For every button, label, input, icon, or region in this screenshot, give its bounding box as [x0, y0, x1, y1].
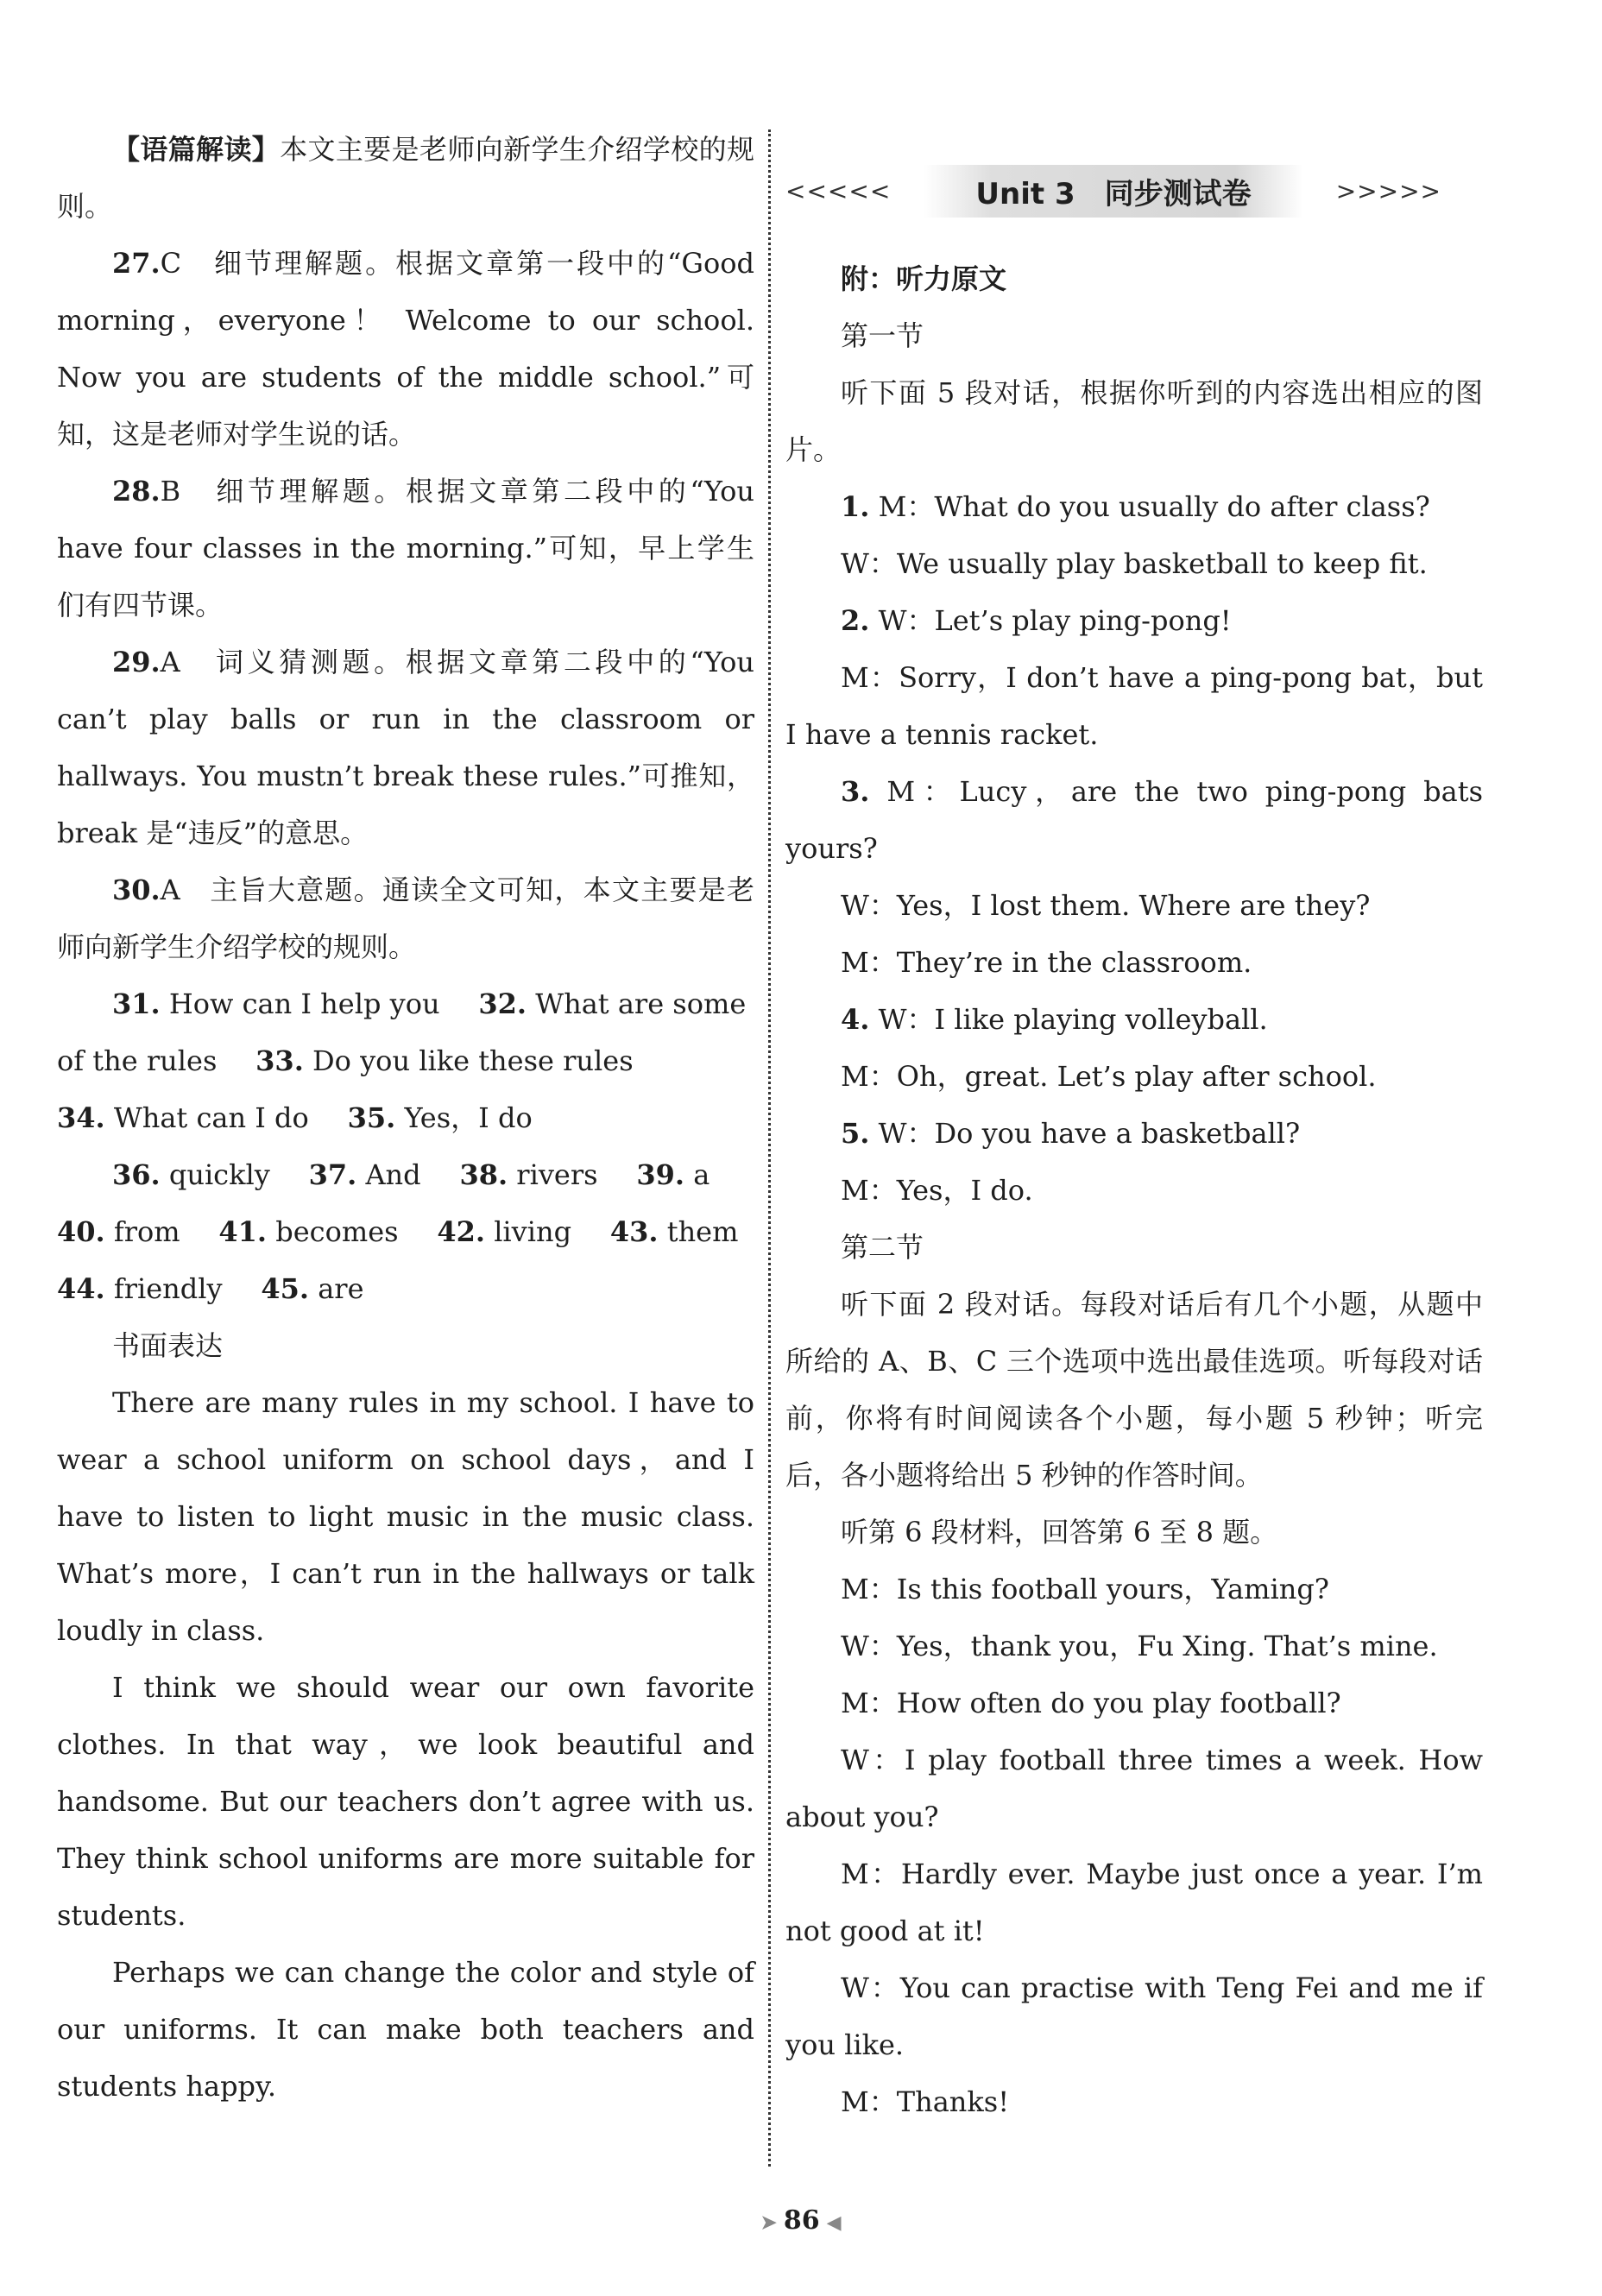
- dialogue-line: M：They’re in the classroom.: [841, 946, 1252, 979]
- answer-number: 34.: [57, 1101, 105, 1134]
- answer-text: living: [494, 1215, 572, 1248]
- answer-text: friendly: [113, 1272, 223, 1305]
- dialogue-line: W：I like playing volleyball.: [878, 1003, 1268, 1036]
- essay-paragraph-2: I think we should wear our own favorite clothes. In that way，we look beautiful and handsome. But our teachers don’t agree with us. They think school uniforms are more suitable for students.: [57, 1671, 754, 1932]
- intro-tag: 【语篇解读】: [112, 133, 281, 166]
- dialogue-number: 2.: [841, 604, 870, 637]
- answer-text: from: [113, 1215, 180, 1248]
- dialogue-3: [785, 763, 1483, 877]
- right-column: [785, 250, 1483, 2130]
- dialogue-number: 4.: [841, 1003, 870, 1036]
- answer-number: 41.: [218, 1215, 268, 1248]
- answer-number: 27.: [112, 247, 161, 280]
- dialogue-line: M：Hardly ever. Maybe just once a year. I’m not good at it!: [785, 1858, 1483, 1947]
- header-right-arrows: >>>>>: [1335, 176, 1441, 205]
- answer-text: becomes: [275, 1215, 399, 1248]
- footer-left-arrow-icon: ➤: [760, 2211, 777, 2234]
- unit-header: [785, 161, 1441, 221]
- answer-number: 45.: [261, 1272, 310, 1305]
- answer-number: 32.: [478, 987, 527, 1020]
- answer-30: [57, 861, 754, 975]
- answer-number: 28.: [112, 475, 161, 508]
- section-2-instruction: 听下面 2 段对话。每段对话后有几个小题，从题中所给的 A、B、C 三个选项中选出最佳选项。听每段对话前，你将有时间阅读各个小题，每小题 5 秒钟；听完后，各小题将给出 5 秒钟的作答时间。: [785, 1288, 1483, 1492]
- essay-paragraph-1: There are many rules in my school. I have to wear a school uniform on school days，and I have to listen to light music in the music class. What’s more，I can’t run in the hallways or talk loudly in class.: [57, 1386, 754, 1647]
- material-6-instruction: 听第 6 段材料，回答第 6 至 8 题。: [841, 1516, 1278, 1549]
- answer-27: [57, 235, 754, 463]
- essay-paragraph-3: Perhaps we can change the color and style of our uniforms. It can make both teachers and students happy.: [57, 1956, 754, 2103]
- answer-text: And: [365, 1158, 421, 1191]
- unit-title: Unit 3 同步测试卷: [924, 165, 1302, 218]
- dialogue-line: W：Yes，I lost them. Where are they?: [841, 889, 1371, 922]
- answer-number: 35.: [347, 1101, 396, 1134]
- answer-number: 39.: [636, 1158, 685, 1191]
- dialogue-line: W：Let’s play ping-pong!: [878, 604, 1232, 637]
- answers-36-39: [57, 1146, 754, 1203]
- dialogue-line: W：You can practise with Teng Fei and me if you like.: [785, 1971, 1483, 2061]
- dialogue-number: 1.: [841, 490, 870, 523]
- dialogue-line: M：Sorry，I don’t have a ping-pong bat，but I have a tennis racket.: [785, 661, 1483, 751]
- answers-44-45: [57, 1260, 754, 1317]
- answer-number: 38.: [459, 1158, 508, 1191]
- dialogue-line: M：What do you usually do after class?: [878, 490, 1430, 523]
- answer-number: 40.: [57, 1215, 105, 1248]
- dialogue-number: 3.: [841, 775, 870, 808]
- answer-text: them: [666, 1215, 739, 1248]
- answer-text: What are some of the rules: [57, 987, 747, 1077]
- answer-number: 29.: [112, 646, 161, 678]
- dialogue-5: [785, 1105, 1483, 1162]
- left-column: [57, 121, 754, 2115]
- answer-number: 30.: [112, 874, 161, 906]
- dialogue-line: M：Oh，great. Let’s play after school.: [841, 1060, 1377, 1093]
- answer-explanation: C 细节理解题。根据文章第一段中的“Good morning，everyone！ Welcome to our school. Now you are students of the middle school.”可知，这是老师对学生说的话。: [57, 247, 754, 451]
- answer-29: [57, 634, 754, 861]
- answers-40-43: [57, 1203, 754, 1260]
- appendix-title: 附：听力原文: [841, 262, 1007, 295]
- answer-explanation: B 细节理解题。根据文章第二段中的“You have four classes in the morning.”可知，早上学生们有四节课。: [57, 475, 754, 621]
- section-1-instruction: 听下面 5 段对话，根据你听到的内容选出相应的图片。: [785, 376, 1483, 466]
- dialogue-line: W：Do you have a basketball?: [878, 1117, 1301, 1150]
- footer-right-arrow-icon: ◀: [826, 2211, 842, 2234]
- answers-31-33: [57, 975, 754, 1089]
- answer-28: [57, 463, 754, 634]
- answer-number: 44.: [57, 1272, 105, 1305]
- answer-text: How can I help you: [168, 987, 440, 1020]
- reading-intro: [57, 121, 754, 235]
- answer-text: rivers: [516, 1158, 598, 1191]
- answer-text: a: [693, 1158, 710, 1191]
- answer-text: What can I do: [113, 1101, 309, 1134]
- answer-text: quickly: [168, 1158, 270, 1191]
- answer-explanation: A 主旨大意题。通读全文可知，本文主要是老师向新学生介绍学校的规则。: [57, 874, 754, 963]
- column-divider: [768, 129, 771, 2167]
- answer-text: Do you like these rules: [312, 1044, 634, 1077]
- dialogue-4: [785, 991, 1483, 1048]
- answer-explanation: A 词义猜测题。根据文章第二段中的“You can’t play balls or run in the classroom or hallways. You mustn’t break these rules.”可推知，break 是“违反”的意思。: [57, 646, 754, 849]
- section-2-heading: 第二节: [841, 1231, 924, 1264]
- answers-34-35: [57, 1089, 754, 1146]
- answer-number: 42.: [437, 1215, 486, 1248]
- answer-number: 31.: [112, 987, 161, 1020]
- page-footer: [0, 2205, 1602, 2236]
- answer-text: Yes，I do: [404, 1101, 533, 1134]
- writing-heading: 书面表达: [112, 1329, 224, 1362]
- dialogue-2: [785, 592, 1483, 649]
- dialogue-number: 5.: [841, 1117, 870, 1150]
- dialogue-line: M：How often do you play football?: [841, 1687, 1341, 1719]
- answer-number: 33.: [255, 1044, 304, 1077]
- answer-text: are: [318, 1272, 364, 1305]
- answer-number: 37.: [308, 1158, 357, 1191]
- answer-number: 43.: [609, 1215, 659, 1248]
- dialogue-line: M：Yes，I do.: [841, 1174, 1033, 1207]
- dialogue-1: [785, 478, 1483, 535]
- dialogue-line: W：We usually play basketball to keep fit.: [841, 547, 1428, 580]
- dialogue-line: M：Is this football yours，Yaming?: [841, 1573, 1329, 1605]
- header-left-arrows: <<<<<: [785, 176, 892, 205]
- dialogue-line: M：Thanks!: [841, 2085, 1010, 2118]
- page-number: 86: [783, 2205, 820, 2236]
- answer-number: 36.: [112, 1158, 161, 1191]
- dialogue-line: W：Yes，thank you，Fu Xing. That’s mine.: [841, 1630, 1438, 1662]
- intro-text: 本文主要是老师向新学生介绍学校的规则。: [57, 133, 754, 223]
- dialogue-line: W：I play football three times a week. How about you?: [785, 1744, 1483, 1833]
- section-1-heading: 第一节: [841, 319, 924, 352]
- dialogue-line: M：Lucy，are the two ping-pong bats yours?: [785, 775, 1483, 865]
